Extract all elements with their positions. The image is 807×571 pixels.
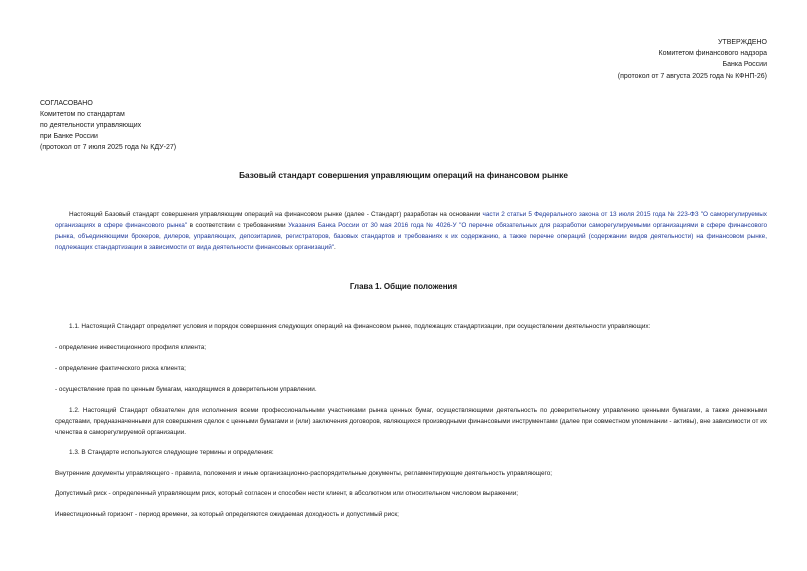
agreement-heading: СОГЛАСОВАНО xyxy=(40,100,93,107)
intro-text-3: . xyxy=(334,244,336,251)
paragraph-1-1: 1.1. Настоящий Стандарт определяет условия и порядок совершения следующих операций на финансовом рынке, подлежащих стандартизации, при осуществлении деятельности управляющих: xyxy=(69,323,651,330)
intro-text-2: в соответствии с требованиями xyxy=(187,222,289,229)
approval-block xyxy=(618,37,767,82)
document-title: Базовый стандарт совершения управляющим операций на финансовом рынке xyxy=(239,170,568,180)
list-item: - определение инвестиционного профиля клиента; xyxy=(55,344,207,351)
agreement-committee: Комитетом по стандартам xyxy=(40,111,125,119)
agreement-committee-scope: по деятельности управляющих xyxy=(40,122,142,130)
intro-text-1: Настоящий Базовый стандарт совершения управляющим операций на финансовом рынке (далее - Стандарт) разработан на основании xyxy=(69,211,483,218)
agreement-protocol: (протокол от 7 июля 2025 года № КДУ-27) xyxy=(40,144,177,152)
chapter-heading: Глава 1. Общие положения xyxy=(349,282,458,291)
intro-paragraph xyxy=(55,209,767,253)
paragraph-1-3: 1.3. В Стандарте используются следующие термины и определения: xyxy=(69,449,274,456)
approval-committee: Комитетом финансового надзора xyxy=(658,50,767,58)
law-223-fz-link[interactable]: части 2 статьи 5 Федерального закона от 13 июля 2015 года № 223-ФЗ "О саморегулируемых организациях в сфере финансового рынка" xyxy=(55,211,767,229)
approval-heading: УТВЕРЖДЕНО xyxy=(717,39,767,46)
list-item: - определение фактического риска клиента; xyxy=(55,365,186,372)
agreement-block xyxy=(40,98,176,153)
agreement-organization: при Банке России xyxy=(40,133,98,141)
definition-investment-horizon: Инвестиционный горизонт - период времени, за который определяются ожидаемая доходность и допустимый риск; xyxy=(55,511,399,518)
definition-acceptable-risk: Допустимый риск - определенный управляющим риск, который согласен и способен нести клиент, в абсолютном или относительном числовом выражении; xyxy=(55,490,519,497)
definition-internal-documents: Внутренние документы управляющего - правила, положения и иные организационно-распорядительные документы, регламентирующие деятельность управляющего; xyxy=(55,470,553,477)
paragraph-1-2: 1.2. Настоящий Стандарт обязателен для исполнения всеми профессиональными участниками рынка ценных бумаг, осуществляющими деятельность по доверительному управлению ценными бумагами, а также денежными средствами, предназначенными для совершения сделок с ценными бумагами и (или) заключения договоров, являющихся производными финансовыми инструментами (далее при совместном упоминании - активы), вне зависимости от их членства в саморегулируемой организации. xyxy=(55,407,767,436)
directive-4026-u-link[interactable]: Указания Банка России от 30 мая 2016 года № 4026-У "О перечне обязательных для разработки саморегулируемыми организациями в сфере финансового рынка, объединяющими брокеров, дилеров, управляющих, депозитариев, регистраторов, базовых стандартов и требованиях к их содержанию, а также перечне операций (содержании видов деятельности) на финансовом рынке, подлежащих стандартизации в зависимости от вида деятельности финансовых организаций" xyxy=(55,222,767,251)
approval-organization: Банка России xyxy=(722,61,767,69)
approval-protocol: (протокол от 7 августа 2025 года № КФНП-26) xyxy=(617,72,767,80)
list-item: - осуществление прав по ценным бумагам, находящимся в доверительном управлении. xyxy=(55,386,317,393)
